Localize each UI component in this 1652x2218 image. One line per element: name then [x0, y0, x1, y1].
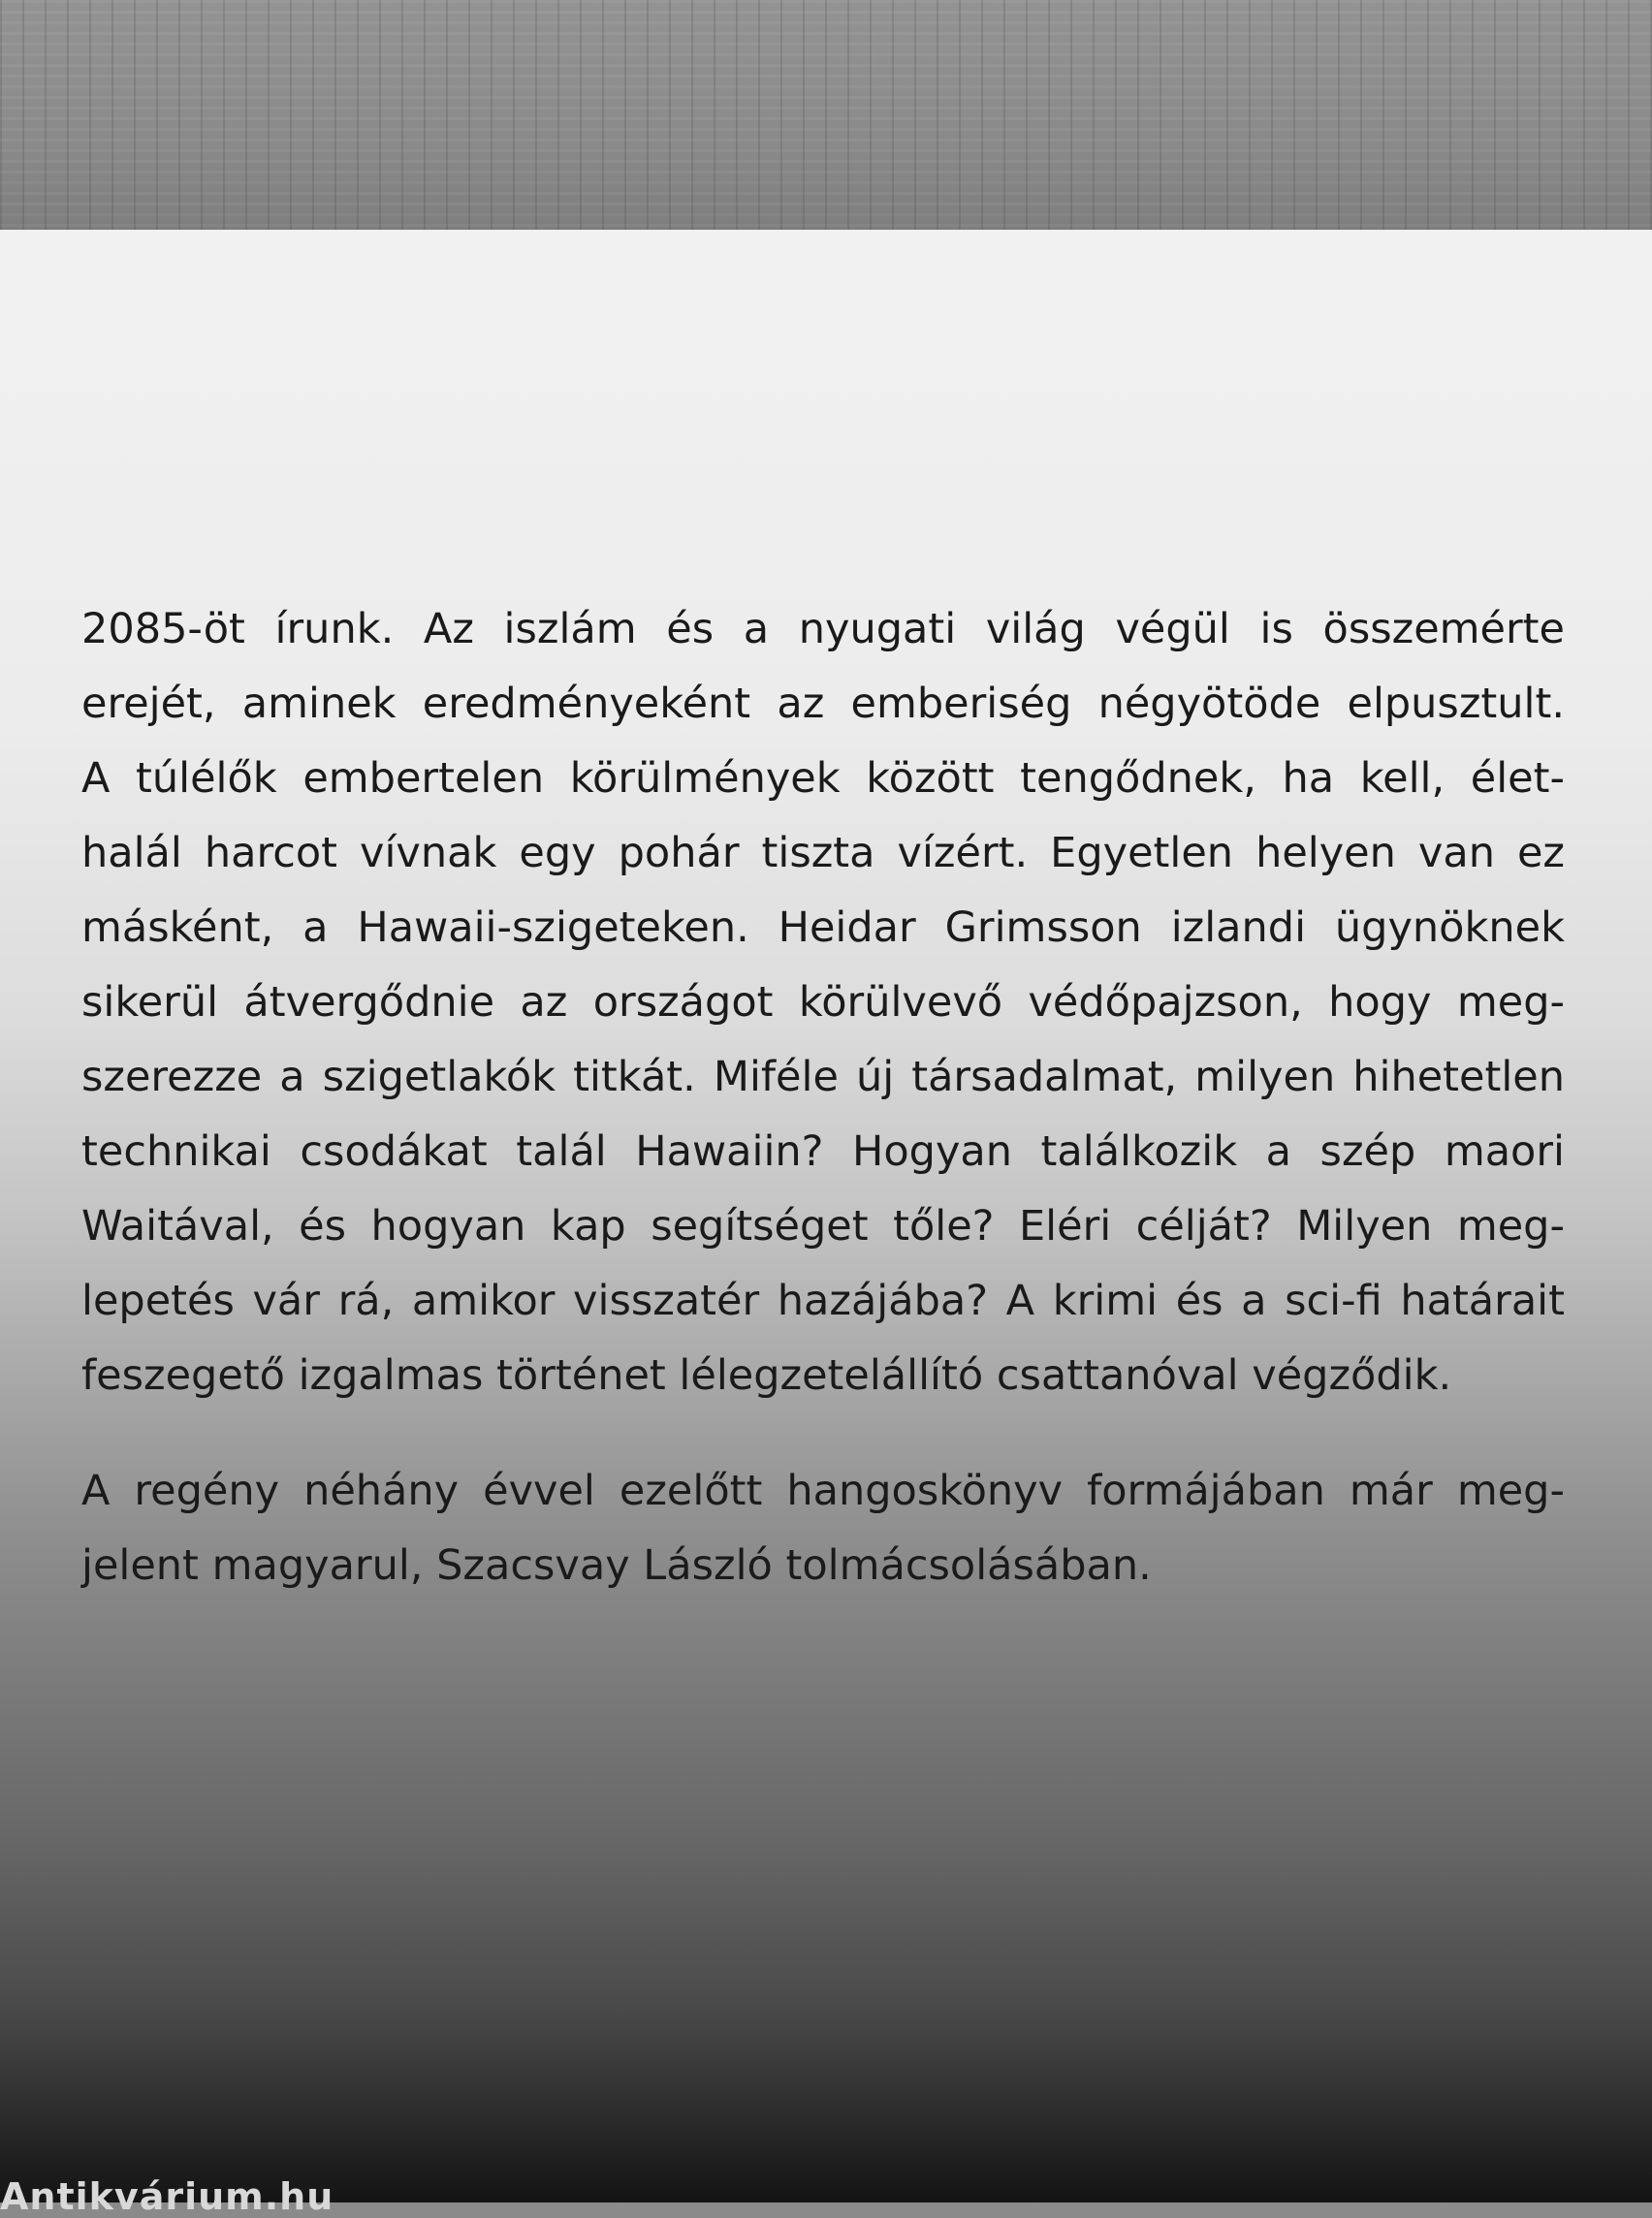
blurb-paragraph-1: [81, 592, 1565, 1413]
text-line: szerezze a szigetlakók titkát. Miféle új társadalmat, milyen hihetetlen: [81, 1053, 1565, 1101]
text-line: technikai csodákat talál Hawaiin? Hogyan találkozik a szép maori: [81, 1127, 1565, 1176]
background-surface: [0, 0, 1652, 238]
text-line: halál harcot vívnak egy pohár tiszta vízért. Egyetlen helyen van ez: [81, 829, 1565, 877]
text-line: lepetés vár rá, amikor visszatér hazájába? A krimi és a sci-fi határait: [81, 1277, 1565, 1325]
text-line: sikerül átvergődnie az országot körülvevő védőpajzson, hogy meg-: [81, 978, 1565, 1027]
text-line: jelent magyarul, Szacsvay László tolmácsolásában.: [81, 1541, 1152, 1590]
blurb-paragraph-2: [81, 1454, 1565, 1603]
text-line: 2085-öt írunk. Az iszlám és a nyugati világ végül is összemérte: [81, 605, 1565, 653]
text-line: másként, a Hawaii-szigeteken. Heidar Grimsson izlandi ügynöknek: [81, 903, 1565, 952]
watermark: Antikvárium.hu: [0, 2175, 334, 2218]
text-line: Waitával, és hogyan kap segítséget tőle? Eléri célját? Milyen meg-: [81, 1202, 1565, 1251]
text-line: A regény néhány évvel ezelőtt hangoskönyv formájában már meg-: [81, 1467, 1565, 1515]
text-line: erejét, aminek eredményeként az emberiség négyötöde elpusztult.: [81, 680, 1565, 728]
text-line: feszegető izgalmas történet lélegzetelállító csattanóval végződik.: [81, 1351, 1452, 1400]
text-line: A túlélők embertelen körülmények között tengődnek, ha kell, élet-: [81, 754, 1565, 803]
